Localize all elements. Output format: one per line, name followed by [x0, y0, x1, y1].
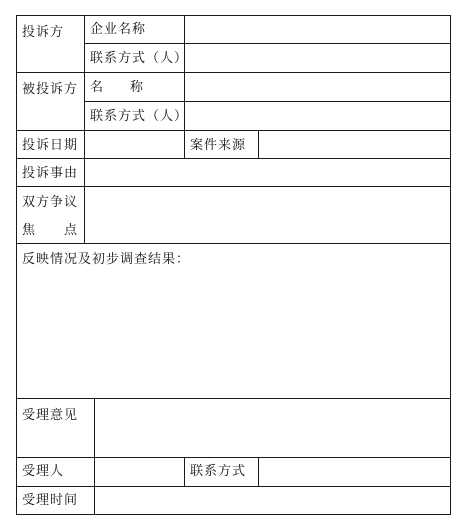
row-line — [16, 158, 451, 159]
row-line — [16, 514, 451, 515]
col-line — [94, 398, 95, 515]
row-line — [16, 186, 451, 187]
row-line — [16, 486, 451, 487]
complaint-matter-label: 投诉事由 — [22, 166, 79, 181]
row-line — [16, 130, 451, 131]
complainant-label: 投诉方 — [22, 25, 65, 40]
acceptor-field[interactable] — [96, 459, 182, 485]
acceptance-opinion-field[interactable] — [96, 400, 448, 456]
complainant-contact-label: 联系方式（人） — [90, 51, 189, 66]
complainant-contact-field[interactable] — [186, 45, 448, 71]
row-line — [84, 101, 451, 102]
dispute-focus-field[interactable] — [86, 188, 448, 242]
company-name-label: 企业名称 — [90, 22, 147, 37]
case-source-label: 案件来源 — [190, 138, 247, 153]
dispute-focus-label: 双方争议 — [22, 195, 79, 210]
respondent-name-label: 称 — [130, 80, 145, 95]
complaint-matter-field[interactable] — [86, 160, 448, 185]
respondent-label: 被投诉方 — [22, 82, 79, 97]
row-line — [16, 457, 451, 458]
col-line — [184, 130, 185, 159]
acceptor-contact-label: 联系方式 — [190, 464, 247, 479]
acceptance-time-field[interactable] — [96, 488, 448, 513]
row-line — [16, 243, 451, 244]
respondent-contact-field[interactable] — [186, 103, 448, 129]
col-line — [16, 15, 17, 515]
col-line — [258, 457, 259, 487]
col-line — [184, 457, 185, 487]
findings-field[interactable] — [18, 272, 448, 396]
company-name-field[interactable] — [186, 17, 448, 42]
row-line — [16, 15, 451, 16]
case-source-field[interactable] — [260, 132, 448, 157]
col-line — [84, 15, 85, 244]
col-line — [450, 15, 451, 515]
row-line — [16, 398, 451, 399]
complaint-date-field[interactable] — [86, 132, 182, 157]
dispute-focus-label: 点 — [64, 223, 79, 238]
row-line — [16, 72, 451, 73]
respondent-name-field[interactable] — [186, 74, 448, 100]
respondent-contact-label: 联系方式（人） — [90, 109, 189, 124]
respondent-name-label: 名 — [90, 80, 105, 95]
row-line — [84, 43, 451, 44]
acceptor-contact-field[interactable] — [260, 459, 448, 485]
acceptor-label: 受理人 — [22, 464, 65, 479]
acceptance-opinion-label: 受理意见 — [22, 408, 79, 423]
dispute-focus-label: 焦 — [22, 223, 37, 238]
complaint-date-label: 投诉日期 — [22, 138, 79, 153]
findings-label: 反映情况及初步调查结果： — [22, 252, 191, 267]
acceptance-time-label: 受理时间 — [22, 493, 79, 508]
col-line — [258, 130, 259, 159]
